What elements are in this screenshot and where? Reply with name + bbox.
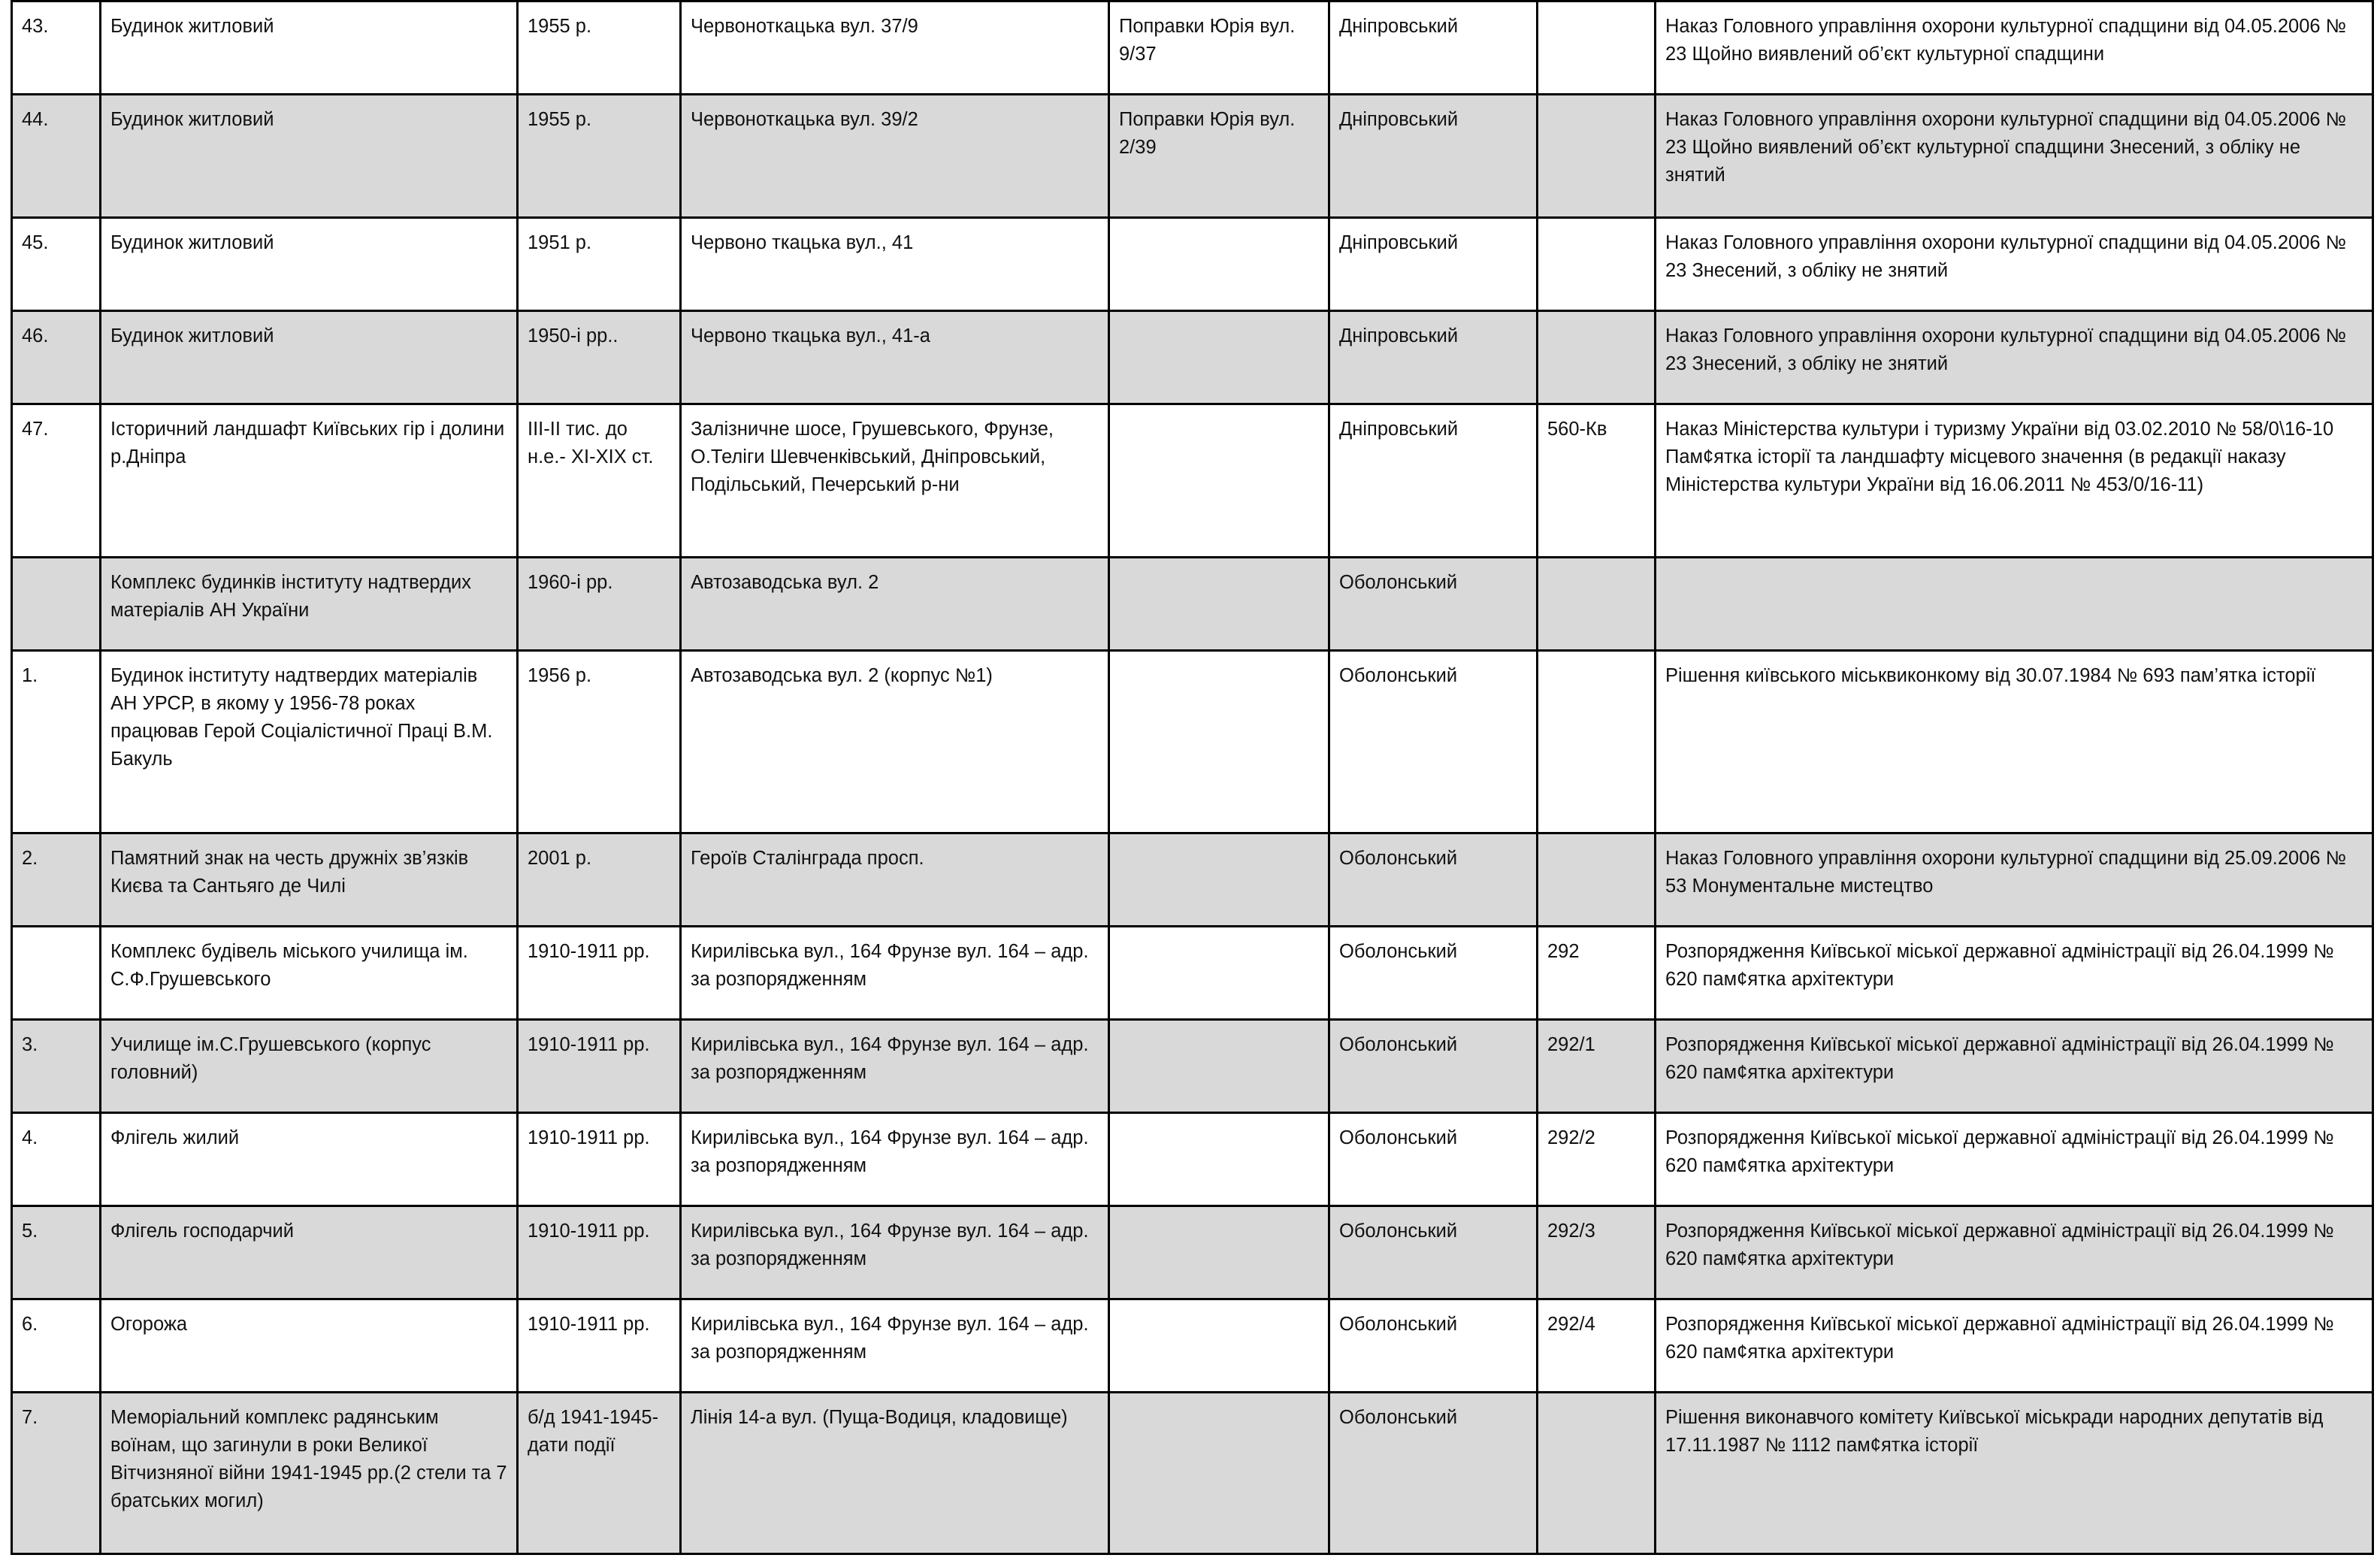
legal-document: Наказ Міністерства культури і туризму України від 03.02.2010 № 58/0\16-10 Пам¢ятка історії та ландшафту місцевого значення (в редакції наказу Міністерства культури України від 16.06.2011 № 453/0/16-11) xyxy=(1656,404,2373,558)
district: Дніпровський xyxy=(1329,95,1538,218)
object-date: 1950-і рр.. xyxy=(518,311,681,404)
address-correction xyxy=(1109,833,1329,927)
address-correction xyxy=(1109,404,1329,558)
table-body xyxy=(12,2,2373,1554)
object-date: 1951 р. xyxy=(518,218,681,311)
object-address: Червоно ткацька вул., 41 xyxy=(681,218,1109,311)
row-number: 3. xyxy=(12,1020,101,1113)
protection-code: 292 xyxy=(1538,927,1656,1020)
protection-code: 292/4 xyxy=(1538,1299,1656,1393)
address-correction xyxy=(1109,1393,1329,1554)
table-row xyxy=(12,558,2373,651)
object-date: 1910-1911 рр. xyxy=(518,1020,681,1113)
protection-code: 560-Кв xyxy=(1538,404,1656,558)
legal-document: Розпорядження Київської міської державної адміністрації від 26.04.1999 № 620 пам¢ятка архітектури xyxy=(1656,1299,2373,1393)
row-number: 47. xyxy=(12,404,101,558)
protection-code xyxy=(1538,95,1656,218)
object-name: Меморіальний комплекс радянським воїнам, що загинули в роки Великої Вітчизняної війни 1941-1945 рр.(2 стели та 7 братських могил) xyxy=(101,1393,518,1554)
object-name: Памятний знак на честь дружніх зв’язків Києва та Сантьяго де Чилі xyxy=(101,833,518,927)
protection-code: 292/2 xyxy=(1538,1113,1656,1206)
table-row xyxy=(12,95,2373,218)
district: Оболонський xyxy=(1329,1113,1538,1206)
object-address: Кирилівська вул., 164 Фрунзе вул. 164 – адр. за розпорядженням xyxy=(681,1113,1109,1206)
object-date: 1910-1911 рр. xyxy=(518,1113,681,1206)
object-name: Флігель жилий xyxy=(101,1113,518,1206)
legal-document: Наказ Головного управління охорони культурної спадщини від 25.09.2006 № 53 Монументальне мистецтво xyxy=(1656,833,2373,927)
district: Дніпровський xyxy=(1329,218,1538,311)
address-correction: Поправки Юрія вул. 2/39 xyxy=(1109,95,1329,218)
legal-document: Рішення виконавчого комітету Київської міськради народних депутатів від 17.11.1987 № 1112 пам¢ятка історії xyxy=(1656,1393,2373,1554)
district: Оболонський xyxy=(1329,1020,1538,1113)
table-row xyxy=(12,833,2373,927)
table-row xyxy=(12,311,2373,404)
row-number: 7. xyxy=(12,1393,101,1554)
table-row xyxy=(12,1206,2373,1299)
protection-code xyxy=(1538,558,1656,651)
district: Дніпровський xyxy=(1329,311,1538,404)
protection-code: 292/3 xyxy=(1538,1206,1656,1299)
object-name: Комплекс будинків інституту надтвердих матеріалів АН України xyxy=(101,558,518,651)
address-correction xyxy=(1109,1020,1329,1113)
district: Оболонський xyxy=(1329,1206,1538,1299)
legal-document: Розпорядження Київської міської державної адміністрації від 26.04.1999 № 620 пам¢ятка архітектури xyxy=(1656,1020,2373,1113)
object-date: 1960-і рр. xyxy=(518,558,681,651)
row-number: 5. xyxy=(12,1206,101,1299)
object-date: б/д 1941-1945-дати події xyxy=(518,1393,681,1554)
object-address: Кирилівська вул., 164 Фрунзе вул. 164 – адр. за розпорядженням xyxy=(681,927,1109,1020)
protection-code xyxy=(1538,311,1656,404)
table-row xyxy=(12,1393,2373,1554)
row-number: 4. xyxy=(12,1113,101,1206)
legal-document: Наказ Головного управління охорони культурної спадщини від 04.05.2006 № 23 Знесений, з обліку не знятий xyxy=(1656,311,2373,404)
object-date: 1910-1911 рр. xyxy=(518,1206,681,1299)
object-address: Героїв Сталінграда просп. xyxy=(681,833,1109,927)
table-row xyxy=(12,1113,2373,1206)
object-name: Будинок житловий xyxy=(101,311,518,404)
legal-document: Наказ Головного управління охорони культурної спадщини від 04.05.2006 № 23 Щойно виявлений об’єкт культурної спадщини Знесений, з обліку не знятий xyxy=(1656,95,2373,218)
row-number xyxy=(12,927,101,1020)
address-correction xyxy=(1109,218,1329,311)
row-number: 6. xyxy=(12,1299,101,1393)
table-row xyxy=(12,1299,2373,1393)
object-address: Кирилівська вул., 164 Фрунзе вул. 164 – адр. за розпорядженням xyxy=(681,1020,1109,1113)
object-name: Будинок житловий xyxy=(101,95,518,218)
object-name: Будинок житловий xyxy=(101,218,518,311)
object-address: Червоно ткацька вул., 41-а xyxy=(681,311,1109,404)
object-name: Училище ім.С.Грушевського (корпус головний) xyxy=(101,1020,518,1113)
object-address: Червоноткацька вул. 39/2 xyxy=(681,95,1109,218)
district: Оболонський xyxy=(1329,1393,1538,1554)
object-date: ІІІ-ІІ тис. до н.е.- ХІ-ХІХ ст. xyxy=(518,404,681,558)
district: Дніпровський xyxy=(1329,404,1538,558)
object-address: Автозаводська вул. 2 (корпус №1) xyxy=(681,651,1109,833)
protection-code xyxy=(1538,651,1656,833)
protection-code xyxy=(1538,833,1656,927)
object-date: 1956 р. xyxy=(518,651,681,833)
object-address: Кирилівська вул., 164 Фрунзе вул. 164 – адр. за розпорядженням xyxy=(681,1299,1109,1393)
district: Оболонський xyxy=(1329,833,1538,927)
row-number: 45. xyxy=(12,218,101,311)
address-correction xyxy=(1109,1206,1329,1299)
row-number xyxy=(12,558,101,651)
row-number: 1. xyxy=(12,651,101,833)
legal-document: Розпорядження Київської міської державної адміністрації від 26.04.1999 № 620 пам¢ятка архітектури xyxy=(1656,1206,2373,1299)
district: Оболонський xyxy=(1329,558,1538,651)
object-address: Автозаводська вул. 2 xyxy=(681,558,1109,651)
row-number: 46. xyxy=(12,311,101,404)
object-date: 1955 р. xyxy=(518,95,681,218)
object-name: Комплекс будівель міського училища ім. С.Ф.Грушевського xyxy=(101,927,518,1020)
object-name: Огорожа xyxy=(101,1299,518,1393)
address-correction xyxy=(1109,1113,1329,1206)
object-date: 2001 р. xyxy=(518,833,681,927)
address-correction: Поправки Юрія вул. 9/37 xyxy=(1109,2,1329,95)
object-name: Будинок житловий xyxy=(101,2,518,95)
object-name: Флігель господарчий xyxy=(101,1206,518,1299)
district: Оболонський xyxy=(1329,651,1538,833)
row-number: 43. xyxy=(12,2,101,95)
legal-document: Розпорядження Київської міської державної адміністрації від 26.04.1999 № 620 пам¢ятка архітектури xyxy=(1656,927,2373,1020)
table-row xyxy=(12,651,2373,833)
address-correction xyxy=(1109,558,1329,651)
table-row xyxy=(12,927,2373,1020)
table-row xyxy=(12,1020,2373,1113)
legal-document xyxy=(1656,558,2373,651)
table-row xyxy=(12,218,2373,311)
row-number: 2. xyxy=(12,833,101,927)
address-correction xyxy=(1109,311,1329,404)
legal-document: Рішення київського міськвиконкому від 30.07.1984 № 693 пам’ятка історії xyxy=(1656,651,2373,833)
district: Дніпровський xyxy=(1329,2,1538,95)
protection-code: 292/1 xyxy=(1538,1020,1656,1113)
object-address: Лінія 14-а вул. (Пуща-Водиця, кладовище) xyxy=(681,1393,1109,1554)
district: Оболонський xyxy=(1329,927,1538,1020)
legal-document: Розпорядження Київської міської державної адміністрації від 26.04.1999 № 620 пам¢ятка архітектури xyxy=(1656,1113,2373,1206)
table-row xyxy=(12,2,2373,95)
protection-code xyxy=(1538,2,1656,95)
district: Оболонський xyxy=(1329,1299,1538,1393)
legal-document: Наказ Головного управління охорони культурної спадщини від 04.05.2006 № 23 Щойно виявлений об’єкт культурної спадщини xyxy=(1656,2,2373,95)
object-address: Червоноткацька вул. 37/9 xyxy=(681,2,1109,95)
address-correction xyxy=(1109,927,1329,1020)
object-date: 1910-1911 рр. xyxy=(518,927,681,1020)
object-date: 1955 р. xyxy=(518,2,681,95)
heritage-register-table xyxy=(11,0,2374,1555)
address-correction xyxy=(1109,1299,1329,1393)
object-name: Будинок інституту надтвердих матеріалів АН УРСР, в якому у 1956-78 роках працював Герой Соціалістичної Праці В.М. Бакуль xyxy=(101,651,518,833)
object-address: Залізничне шосе, Грушевського, Фрунзе, О.Теліги Шевченківський, Дніпровський, Подільський, Печерський р-ни xyxy=(681,404,1109,558)
legal-document: Наказ Головного управління охорони культурної спадщини від 04.05.2006 № 23 Знесений, з обліку не знятий xyxy=(1656,218,2373,311)
row-number: 44. xyxy=(12,95,101,218)
protection-code xyxy=(1538,218,1656,311)
address-correction xyxy=(1109,651,1329,833)
table-row xyxy=(12,404,2373,558)
protection-code xyxy=(1538,1393,1656,1554)
object-date: 1910-1911 рр. xyxy=(518,1299,681,1393)
object-name: Історичний ландшафт Київських гір і долини р.Дніпра xyxy=(101,404,518,558)
object-address: Кирилівська вул., 164 Фрунзе вул. 164 – адр. за розпорядженням xyxy=(681,1206,1109,1299)
